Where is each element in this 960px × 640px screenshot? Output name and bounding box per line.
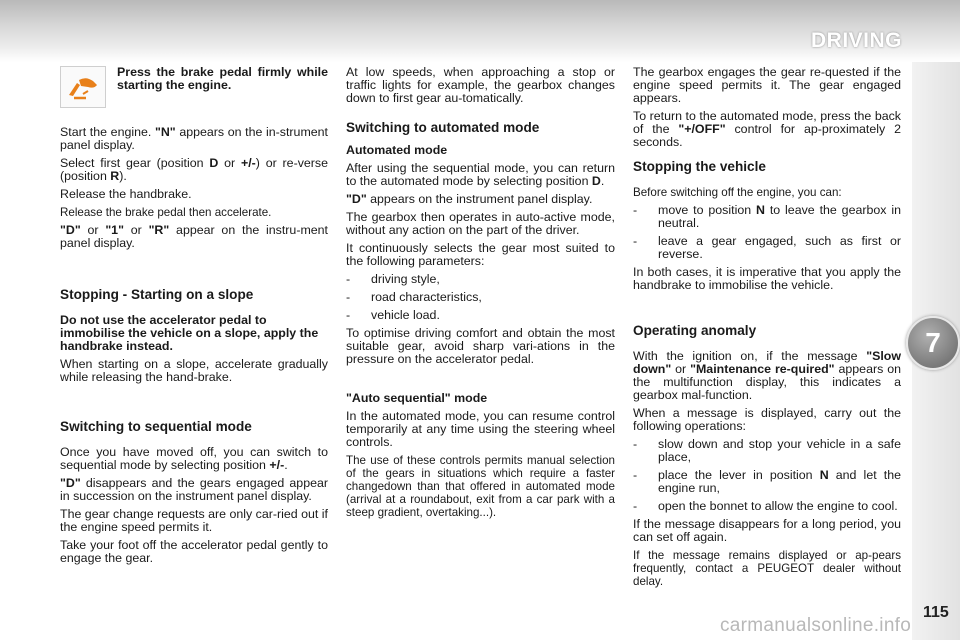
text-run: Select first gear (position — [60, 156, 210, 170]
release-handbrake-text: Release the handbrake. — [60, 187, 192, 201]
list-item-text — [658, 204, 901, 230]
select-gear-text — [60, 157, 328, 183]
automated-text-4: It continuously selects the gear most suited to the following parameters: — [346, 241, 615, 268]
text-run-bold: N — [819, 468, 829, 482]
text-run: to leave the gearbox in neutral. — [658, 203, 901, 230]
text-run-bold: "D" — [346, 192, 367, 206]
automated-text-2 — [346, 193, 615, 206]
text-run: . — [284, 458, 288, 472]
text-run: appears on the instrument panel display. — [366, 192, 593, 206]
column-2 — [346, 66, 615, 524]
text-run-bold: N — [756, 203, 765, 217]
text-run: appear on the instru-ment panel display. — [60, 223, 328, 250]
brake-warning — [60, 66, 328, 108]
return-automated-text — [633, 110, 901, 149]
text-run: appears on the in-strument panel display. — [60, 125, 328, 152]
dash-bullet: - — [633, 468, 638, 482]
text-run: or — [80, 223, 106, 237]
list-item-text: vehicle load. — [371, 308, 440, 322]
text-run-bold: R — [110, 169, 120, 183]
text-run: With the ignition on, if the message — [633, 349, 867, 363]
sequential-text-1 — [60, 446, 328, 472]
list-item — [633, 500, 901, 513]
text-run: To return to the automated mode, press the back of the — [633, 109, 901, 136]
text-run: place the lever in position — [658, 468, 820, 482]
text-run: control for ap-proximately 2 seconds. — [633, 122, 901, 149]
dash-bullet: - — [346, 272, 351, 286]
heading-anomaly: Operating anomaly — [633, 323, 757, 338]
list-item-text: driving style, — [371, 272, 440, 286]
sequential-text-2 — [60, 477, 328, 503]
dash-bullet: - — [633, 234, 638, 248]
stopping-intro: Before switching off the engine, you can: — [633, 186, 842, 199]
page-number: 115 — [923, 604, 949, 621]
list-item — [633, 235, 901, 261]
text-run: ). — [119, 169, 127, 183]
dash-bullet: - — [346, 308, 351, 322]
slope-text: When starting on a slope, accelerate gradually while releasing the hand-brake. — [60, 357, 328, 384]
auto-sequential-text-1: In the automated mode, you can resume control temporarily at any time using the steering wheel controls. — [346, 409, 615, 449]
text-run-bold: D — [209, 156, 219, 170]
release-brake-text: Release the brake pedal then accelerate. — [60, 206, 272, 219]
list-item — [346, 291, 615, 304]
anomaly-text-3: If the message disappears for a long period, you can set off again. — [633, 517, 901, 544]
dash-bullet: - — [633, 203, 638, 217]
slope-warning: Do not use the accelerator pedal to immobilise the vehicle on a slope, apply the handbrake instead. — [60, 313, 319, 353]
automated-text-3: The gearbox then operates in auto-active mode, without any action on the part of the driver. — [346, 210, 615, 237]
text-run-bold: "D" — [60, 223, 81, 237]
brake-pedal-foot-icon — [60, 66, 106, 108]
start-engine-text — [60, 126, 328, 152]
subheading-automated-mode: Automated mode — [346, 143, 448, 157]
section-title: DRIVING — [810, 29, 902, 52]
text-run-bold: "+/OFF" — [678, 122, 726, 136]
text-run: appears on the multifunction display, this indicates a gearbox mal-function. — [633, 362, 901, 402]
text-run: and let the engine run, — [658, 468, 901, 495]
column-1 — [60, 66, 328, 570]
text-run: Start the engine. — [60, 125, 155, 139]
chapter-tab: 7 — [906, 316, 960, 370]
dash-bullet: - — [633, 437, 638, 451]
text-run: or — [218, 156, 241, 170]
column-3 — [633, 66, 901, 593]
list-item — [633, 438, 901, 464]
list-item-text: slow down and stop your vehicle in a safe place, — [658, 437, 901, 464]
subheading-auto-sequential: "Auto sequential" mode — [346, 391, 488, 405]
heading-sequential: Switching to sequential mode — [60, 419, 252, 434]
gear-engaged-text: The gearbox engages the gear re-quested if the engine speed permits it. The gear engaged appears. — [633, 65, 901, 105]
stopping-text: In both cases, it is imperative that you apply the handbrake to immobilise the vehicle. — [633, 265, 901, 292]
dash-bullet: - — [633, 499, 638, 513]
heading-stopping: Stopping the vehicle — [633, 159, 766, 174]
text-run-bold: "N" — [154, 125, 176, 139]
list-item-text — [658, 469, 901, 495]
list-item — [346, 273, 615, 286]
text-run-bold: +/- — [240, 156, 256, 170]
list-item-text: leave a gear engaged, such as first or reverse. — [658, 234, 901, 261]
text-run: or — [671, 362, 691, 376]
list-item — [346, 309, 615, 322]
list-item-text: open the bonnet to allow the engine to cool. — [658, 499, 898, 513]
text-run: Once you have moved off, you can switch to sequential mode by selecting position — [60, 445, 328, 472]
text-run-bold: "Maintenance re-quired" — [690, 362, 835, 376]
text-run-bold: "1" — [105, 223, 124, 237]
text-run: After using the sequential mode, you can return to the automated mode by selecting position — [346, 161, 615, 188]
anomaly-text-2: When a message is displayed, carry out the following operations: — [633, 406, 901, 433]
sequential-text-4: Take your foot off the accelerator pedal gently to engage the gear. — [60, 538, 328, 565]
list-item — [633, 469, 901, 495]
anomaly-text-1 — [633, 350, 901, 402]
brake-warning-text: Press the brake pedal firmly while starting the engine. — [117, 65, 328, 92]
list-item — [633, 204, 901, 230]
text-run-bold: "R" — [148, 223, 170, 237]
text-run: move to position — [658, 203, 756, 217]
low-speed-text: At low speeds, when approaching a stop or traffic lights for example, the gearbox changes down to first gear au-tomatically. — [346, 65, 615, 105]
text-run: or — [123, 223, 149, 237]
text-run: ) or re-verse (position — [60, 156, 328, 183]
text-run: . — [600, 174, 605, 188]
auto-sequential-text-2: The use of these controls permits manual selection of the gears in situations which require a faster changedown than that offered in automated mode (arrival at a roundabout, exit from a car park with a steep gradient, overtaking...). — [346, 454, 615, 519]
list-item-text: road characteristics, — [371, 290, 482, 304]
heading-automated: Switching to automated mode — [346, 120, 540, 135]
text-run-bold: "Slow down" — [633, 349, 901, 376]
sequential-text-3: The gear change requests are only car-ried out if the engine speed permits it. — [60, 507, 328, 534]
automated-text-5: To optimise driving comfort and obtain the most suitable gear, avoid sharp vari-ations in the pressure on the accelerator pedal. — [346, 326, 615, 366]
text-run-bold: "D" — [60, 476, 81, 490]
text-run: disappears and the gears engaged appear in succession on the instrument panel display. — [60, 476, 328, 503]
display-gear-text — [60, 224, 328, 250]
automated-text-1 — [346, 162, 615, 188]
text-run-bold: D — [591, 174, 601, 188]
dash-bullet: - — [346, 290, 351, 304]
watermark: carmanualsonline.info — [720, 615, 912, 636]
anomaly-text-4: If the message remains displayed or ap-pears frequently, contact a PEUGEOT dealer without delay. — [633, 549, 901, 588]
text-run-bold: +/- — [269, 458, 285, 472]
heading-slope: Stopping - Starting on a slope — [60, 287, 254, 302]
